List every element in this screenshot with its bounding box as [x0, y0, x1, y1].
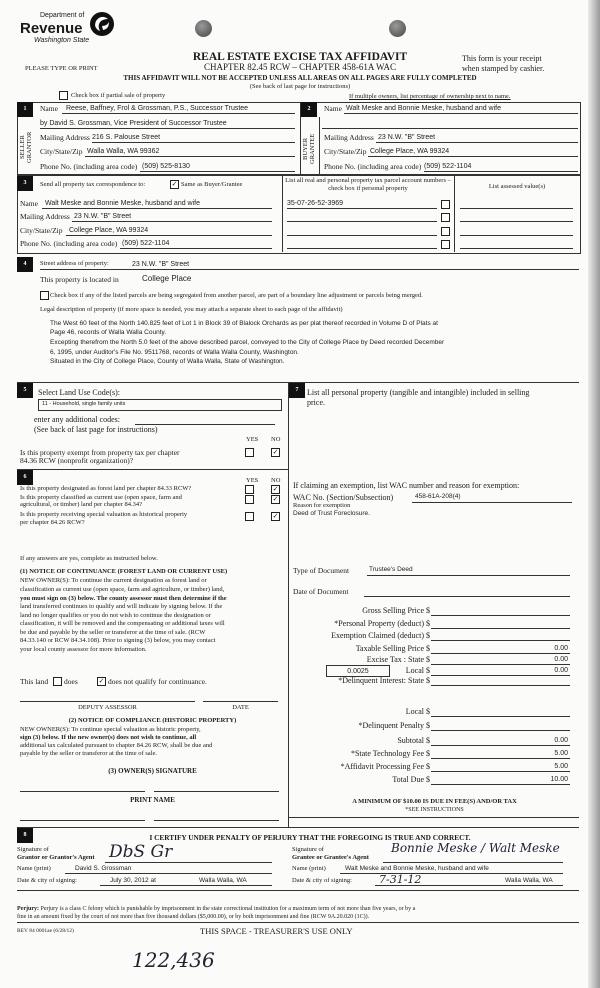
section-5-marker: 5	[17, 383, 33, 398]
perjury-note	[17, 906, 415, 912]
amount-value: 10.00	[550, 776, 568, 783]
wac-field[interactable]	[412, 493, 572, 503]
parcel-field[interactable]	[287, 235, 437, 236]
sec3-city-label: City/State/Zip	[20, 226, 63, 235]
grantee-name-field[interactable]	[340, 865, 563, 874]
seller-name-value: Reese, Baffney, Frol & Grossman, P.S., Successor Trustee	[66, 105, 249, 112]
please-type: PLEASE TYPE OR PRINT	[25, 65, 98, 72]
notice-line: classification, it will be removed and the compensating or additional taxes will	[20, 620, 225, 627]
multiple-owners-note: If multiple owners, list percentage of ownership next to name.	[349, 93, 511, 100]
divider	[288, 382, 289, 827]
seller-mail-field[interactable]	[92, 134, 295, 143]
doc-type-label: Type of Document	[293, 566, 350, 575]
amount-label: Taxable Selling Price $	[355, 644, 430, 653]
send-correspondence-label: Send all property tax correspondence to:	[40, 181, 146, 188]
seller-name2-field[interactable]	[40, 120, 295, 129]
notice-line: classification as current use (open space, farm and agriculture, or timber) land,	[20, 586, 225, 593]
buyer-name-label: Name	[324, 104, 342, 113]
grantor-name-value: David S. Grossman	[75, 865, 132, 872]
land-use-label: Select Land Use Code(s):	[38, 388, 120, 397]
personal-property-label: List all personal property (tangible and intangible) included in selling	[307, 388, 530, 397]
treasurer-note: THIS SPACE - TREASURER'S USE ONLY	[200, 926, 353, 936]
print-name-line[interactable]	[154, 820, 279, 821]
notice-line: sign (3) below. If the new owner(s) does not wish to continue, all	[20, 734, 197, 741]
print-name-line[interactable]	[20, 820, 145, 821]
amount-label: Excise Tax : State $	[366, 655, 430, 664]
yes-header: YES	[246, 436, 259, 443]
notice-line: be due and payable by the seller or transferor at the time of sale. (RCW	[20, 629, 206, 636]
this-land-label: This land	[20, 677, 49, 686]
grantor-name-label: Name (print)	[17, 865, 51, 872]
divider	[17, 827, 579, 828]
form-chapter: CHAPTER 82.45 RCW – CHAPTER 458-61A WAC	[204, 62, 396, 72]
doc-date-field[interactable]	[364, 596, 570, 597]
section-2-marker: 2	[301, 102, 317, 117]
grantee-signature: Bonnie Meske / Walt Meske	[391, 841, 560, 855]
buyer-city-label: City/State/Zip	[324, 147, 367, 156]
does-not-qualify-checkbox[interactable]: ✓	[98, 677, 105, 685]
sec3-name-field[interactable]	[42, 200, 272, 209]
grantor-agent-label: Grantor or Grantor's Agent	[17, 854, 95, 861]
seller-city-value: Walla Walla, WA 99362	[87, 148, 160, 155]
grantee-sig-of: Signature of	[292, 846, 324, 853]
divider	[319, 117, 320, 174]
personal-property-checkbox[interactable]	[441, 213, 450, 222]
legal-label: Legal description of property (if more space is needed, you may attach a separate sheet to each page of the affidavit)	[40, 306, 343, 313]
seller-city-field[interactable]	[85, 148, 295, 157]
perjury-bold: Perjury:	[17, 906, 39, 912]
grantee-name-value: Walt Meske and Bonnie Meske, husband and wife	[345, 865, 489, 872]
grantor-date-value: July 30, 2012 at	[110, 877, 156, 884]
warning: THIS AFFIDAVIT WILL NOT BE ACCEPTED UNLESS ALL AREAS ON ALL PAGES ARE FULLY COMPLETED	[123, 74, 477, 82]
additional-codes-label: enter any additional codes:	[34, 415, 120, 424]
handwritten-number: 122,436	[132, 948, 215, 972]
does-not-label: does not qualify for continuance.	[108, 677, 207, 686]
receipt-note: This form is your receipt	[462, 54, 542, 63]
local-rate-value: 0.0025	[347, 668, 369, 675]
amount-label: *Delinquent Penalty $	[358, 721, 430, 730]
historic-question-2: per chapter 84.26 RCW?	[20, 519, 85, 526]
notice-line: land no longer qualifies or you do not wish to continue the designation or	[20, 612, 211, 619]
current-use-question: Is this property classified as current use (open space, farm and	[20, 494, 182, 501]
buyer-city-field[interactable]	[368, 148, 578, 157]
amount-label: Subtotal $	[397, 736, 430, 745]
amount-label: *Delinquent Interest: State $	[338, 676, 430, 685]
divider	[282, 174, 283, 252]
amount-label: Exemption Claimed (deduct) $	[331, 631, 430, 640]
amount-value: 0.00	[554, 737, 568, 744]
amount-value: 0.00	[554, 645, 568, 652]
seller-phone-value: (509) 525-8130	[142, 163, 190, 170]
amount-value: 5.00	[554, 763, 568, 770]
section-4-marker: 4	[17, 257, 33, 272]
date-line[interactable]	[203, 701, 278, 702]
grantor-sig-of: Signature of	[17, 846, 49, 853]
legal-line: The West 60 feet of the North 140.825 feet of Lot 1 in Block 39 of Blalock Orchards as per plat thereof recorded in Volume D of Plats at	[50, 320, 438, 327]
buyer-grantee-label: BUYER GRANTEE	[302, 133, 317, 165]
amount-field[interactable]	[431, 685, 570, 686]
legal-line: Page 46, records of Walla Walla County.	[50, 329, 167, 336]
yes-header: YES	[246, 477, 259, 484]
wac-value: 458-61A-208(4)	[415, 493, 461, 500]
notice-line: land transferred continues to qualify and will indicate by signing below. If the	[20, 603, 223, 610]
deputy-assessor-line[interactable]	[20, 701, 195, 702]
owner-signature-line[interactable]	[20, 791, 145, 792]
land-use-select[interactable]	[38, 399, 282, 411]
section-7-marker: 7	[289, 383, 305, 398]
deputy-assessor-label: DEPUTY ASSESSOR	[78, 704, 137, 711]
sec5-see-back: (See back of last page for instructions)	[34, 425, 158, 434]
same-as-buyer-checkbox[interactable]: ✓	[171, 180, 178, 188]
sec3-city-field[interactable]	[66, 227, 272, 236]
sec3-name-value: Walt Meske and Bonnie Meske, husband and wife	[45, 200, 200, 207]
reason-label: Reason for exemption	[293, 502, 351, 509]
amount-label: *State Technology Fee $	[350, 749, 430, 758]
street-value: 23 N.W. "B" Street	[132, 261, 190, 268]
doc-date-label: Date of Document	[293, 587, 349, 596]
section-1-marker: 1	[17, 102, 33, 117]
seller-phone-label: Phone No. (including area code)	[40, 162, 138, 171]
perjury-text: Perjury is a class C felony which is punishable by imprisonment in the state correctional institution for a maximum term of not more than five years, or by a	[39, 906, 416, 912]
partial-sale-label: Check box if partial sale of property	[71, 92, 166, 99]
notice-line: NEW OWNER(S): To continue special valuation as historic property,	[20, 726, 201, 733]
seller-mail-value: 216 S. Palouse Street	[92, 134, 161, 141]
partial-sale-checkbox[interactable]	[59, 91, 68, 100]
amount-label: Gross Selling Price $	[362, 606, 430, 615]
assessed-header: List assessed value(s)	[488, 183, 546, 190]
amount-value: 0.00	[554, 656, 568, 663]
grantee-agent-label: Grantee or Grantee's Agent	[292, 854, 369, 861]
sec3-phone-value: (509) 522-1104	[122, 240, 170, 247]
grantor-date-field[interactable]	[100, 877, 272, 886]
parcel-field[interactable]	[287, 221, 437, 222]
buyer-phone-label: Phone No. (including area code)	[324, 162, 422, 171]
grantee-city-value: Walla Walla, WA	[505, 877, 553, 884]
forest-question: Is this property designated as forest land per chapter 84.33 RCW?	[20, 485, 192, 492]
section-3-marker: 3	[17, 176, 33, 191]
minimum-note: A MINIMUM OF $10.00 IS DUE IN FEE(S) AND/OR TAX	[352, 798, 517, 805]
located-value: College Place	[142, 274, 192, 283]
see-back: (See back of last page for instructions)	[249, 83, 351, 90]
legal-line: 6, 1995, under Auditor's File No. 9511768, records of Walla Walla County, Washington.	[50, 349, 299, 356]
segregated-label: Check box if any of the listed parcels are being segregated from another parcel, are part of a boundary line adjustment or parcels being merged.	[50, 292, 423, 299]
seller-city-label: City/State/Zip	[40, 147, 83, 156]
parcel-header: List all real and personal property tax parcel account numbers – check box if personal property	[285, 177, 451, 193]
does-qualify-checkbox[interactable]	[53, 677, 62, 686]
buyer-name-value: Walt Meske and Bonnie Meske, husband and wife	[346, 105, 501, 112]
land-use-value: 11 - Household, single family units	[42, 401, 126, 407]
buyer-mail-label: Mailing Address	[324, 133, 374, 142]
sec3-city-value: College Place, WA 99324	[69, 227, 149, 234]
seller-name-label: Name	[40, 104, 58, 113]
divider	[288, 817, 579, 818]
divider	[17, 922, 579, 923]
if-yes-note: If any answers are yes, complete as instructed below.	[20, 555, 158, 562]
located-label: This property is located in	[40, 275, 119, 284]
exempt-question: Is this property exempt from property tax per chapter	[20, 448, 180, 457]
sec3-mail-field[interactable]	[72, 213, 272, 222]
assessed-field[interactable]	[460, 248, 573, 249]
current-use-question-2: agricultural, or timber) land per chapter 84.34?	[20, 501, 143, 508]
sec3-phone-field[interactable]	[120, 240, 272, 249]
sec3-phone-label: Phone No. (including area code)	[20, 239, 118, 248]
exemption-label: If claiming an exemption, list WAC number and reason for exemption:	[293, 481, 520, 490]
legal-line: Excepting therefrom the North 5.0 feet of the above described parcel, conveyed to the City of College Place by Deed recorded December	[50, 339, 445, 346]
same-as-buyer-label: Same as Buyer/Grantee	[181, 181, 243, 188]
notice-line: payable by the seller or transferor at the time of sale.	[20, 750, 157, 757]
grantor-date-label: Date & city of signing:	[17, 877, 77, 884]
legal-line: Situated in the City of College Place, County of Walla Walla, State of Washington.	[50, 358, 285, 365]
amount-field[interactable]	[431, 628, 570, 629]
parcel-field[interactable]	[287, 248, 437, 249]
amount-field[interactable]	[431, 716, 570, 717]
amount-label: *Affidavit Processing Fee $	[340, 762, 430, 771]
amount-field[interactable]	[431, 730, 570, 731]
grantor-city-value: Walla Walla, WA	[199, 877, 247, 884]
assessed-field[interactable]	[460, 221, 573, 222]
notice-line: you must sign on (3) below. The county assessor must then determine if the	[20, 595, 227, 602]
grantee-signature-field[interactable]	[383, 841, 563, 863]
amount-field[interactable]	[431, 763, 570, 772]
no-header: NO	[271, 436, 281, 443]
buyer-phone-field[interactable]	[424, 163, 578, 172]
grantee-date-field[interactable]	[375, 873, 563, 886]
amount-label: *Personal Property (deduct) $	[334, 619, 430, 628]
notice-compliance-title: (2) NOTICE OF COMPLIANCE (HISTORIC PROPERTY)	[68, 717, 237, 724]
sec3-name-label: Name	[20, 199, 38, 208]
notice-line: NEW OWNER(S): To continue the current designation as forest land or	[20, 577, 207, 584]
personal-property-label-2: price.	[307, 398, 325, 407]
forest-no-checkbox[interactable]: ✓	[272, 485, 279, 493]
scan-edge	[588, 0, 600, 988]
assessed-field[interactable]	[460, 235, 573, 236]
personal-property-checkbox[interactable]	[441, 200, 450, 209]
seller-phone-field[interactable]	[140, 163, 295, 172]
divider	[17, 469, 288, 470]
notice-continuance-title: (1) NOTICE OF CONTINUANCE (FOREST LAND OR CURRENT USE)	[20, 568, 228, 575]
section-6-marker: 6	[17, 470, 33, 485]
doc-type-field[interactable]	[367, 566, 570, 576]
amount-value: 5.00	[554, 750, 568, 757]
notice-line: additional tax calculated pursuant to chapter 84.26 RCW, shall be due and	[20, 742, 213, 749]
no-header: NO	[271, 477, 281, 484]
amount-field[interactable]	[431, 750, 570, 759]
logo-swoosh-icon	[88, 10, 116, 38]
amount-field[interactable]	[431, 615, 570, 616]
punch-hole	[389, 20, 406, 37]
current-use-yes-checkbox[interactable]	[245, 495, 254, 504]
see-instructions: *SEE INSTRUCTIONS	[405, 807, 464, 813]
exempt-no-checkbox[interactable]: ✓	[272, 448, 279, 456]
parcel-value: 35-07-26-52-3969	[287, 200, 344, 207]
street-label: Street address of property:	[40, 260, 109, 267]
section-8-marker: 8	[17, 828, 33, 843]
reason-value[interactable]: Deed of Trust Foreclosure.	[293, 510, 370, 517]
doc-type-value: Trustee's Deed	[369, 566, 413, 573]
grantee-date-value: 7-31-12	[379, 873, 422, 886]
current-use-no-checkbox[interactable]: ✓	[272, 495, 279, 503]
notice-line: 84.33.140 or RCW 84.34.108). Prior to signing (3) below, you may contact	[20, 637, 216, 644]
owner-signature-line[interactable]	[154, 791, 279, 792]
owner-signature-title: (3) OWNER(S) SIGNATURE	[108, 767, 197, 775]
grantee-name-label: Name (print)	[292, 865, 326, 872]
historic-yes-checkbox[interactable]	[245, 512, 254, 521]
amount-field[interactable]	[431, 667, 570, 676]
amount-field[interactable]	[431, 640, 570, 641]
certify-statement: I CERTIFY UNDER PENALTY OF PERJURY THAT THE FOREGOING IS TRUE AND CORRECT.	[149, 833, 471, 842]
buyer-city-value: College Place, WA 99324	[370, 148, 450, 155]
historic-no-checkbox[interactable]: ✓	[272, 512, 279, 520]
amount-label: Total Due $	[392, 775, 430, 784]
punch-hole	[195, 20, 212, 37]
sec3-mail-label: Mailing Address	[20, 212, 70, 221]
seller-name-field[interactable]	[62, 105, 295, 114]
does-label: does	[64, 677, 78, 686]
logo-state: Washington State	[34, 37, 90, 44]
sec3-mail-value: 23 N.W. "B" Street	[74, 213, 132, 220]
grantor-name-field[interactable]	[65, 865, 272, 874]
date-label: DATE	[232, 704, 249, 711]
buyer-name2-field[interactable]	[322, 128, 578, 129]
grantor-signature: DbS Gr	[109, 842, 173, 862]
personal-property-checkbox[interactable]	[441, 227, 450, 236]
print-name-title: PRINT NAME	[130, 796, 175, 804]
exempt-yes-checkbox[interactable]	[245, 448, 254, 457]
amount-label: Local $	[405, 707, 430, 716]
amount-value: 0.00	[554, 667, 568, 674]
amount-field[interactable]	[431, 737, 570, 746]
logo-revenue: Revenue	[20, 20, 83, 37]
amount-field[interactable]	[431, 776, 570, 785]
wac-label: WAC No. (Section/Subsection)	[293, 493, 394, 502]
grantor-signature-field[interactable]	[105, 842, 272, 863]
assessed-field[interactable]	[460, 208, 573, 209]
grantee-date-label: Date & city of signing:	[292, 877, 352, 884]
segregated-checkbox[interactable]	[40, 291, 49, 300]
exempt-question-2: 84.36 RCW (nonprofit organization)?	[20, 456, 134, 465]
seller-mail-label: Mailing Address	[40, 133, 90, 142]
form-title: REAL ESTATE EXCISE TAX AFFIDAVIT	[192, 51, 408, 63]
perjury-note-2: fine in an amount fixed by the court of not more than five thousand dollars ($5,000.00), or by both imprisonment and fine (RCW 9A.20.020 (1C)).	[17, 914, 370, 920]
seller-grantor-label: SELLER GRANTOR	[19, 131, 34, 163]
seller-name2-value: by David S. Grossman, Vice President of Successor Trustee	[40, 120, 227, 127]
buyer-name-field[interactable]	[344, 105, 578, 114]
forest-yes-checkbox[interactable]	[245, 485, 254, 494]
notice-line: your local county assessor for more information.	[20, 646, 147, 653]
logo-dept: Department of	[40, 12, 85, 19]
personal-property-checkbox[interactable]	[441, 240, 450, 249]
form-revision: REV 84 0001ae (6/28/12)	[17, 928, 74, 934]
buyer-mail-value: 23 N.W. "B" Street	[378, 134, 436, 141]
historic-question: Is this property receiving special valuation as historical property	[20, 511, 188, 518]
buyer-mail-field[interactable]	[376, 134, 578, 143]
parcel-field[interactable]	[287, 200, 437, 209]
amount-field[interactable]	[431, 645, 570, 654]
receipt-note-2: when stamped by cashier.	[462, 64, 545, 73]
divider	[17, 890, 579, 891]
amount-field[interactable]	[431, 656, 570, 665]
amount-label: Local $	[405, 666, 430, 675]
buyer-phone-value: (509) 522-1104	[424, 163, 472, 170]
